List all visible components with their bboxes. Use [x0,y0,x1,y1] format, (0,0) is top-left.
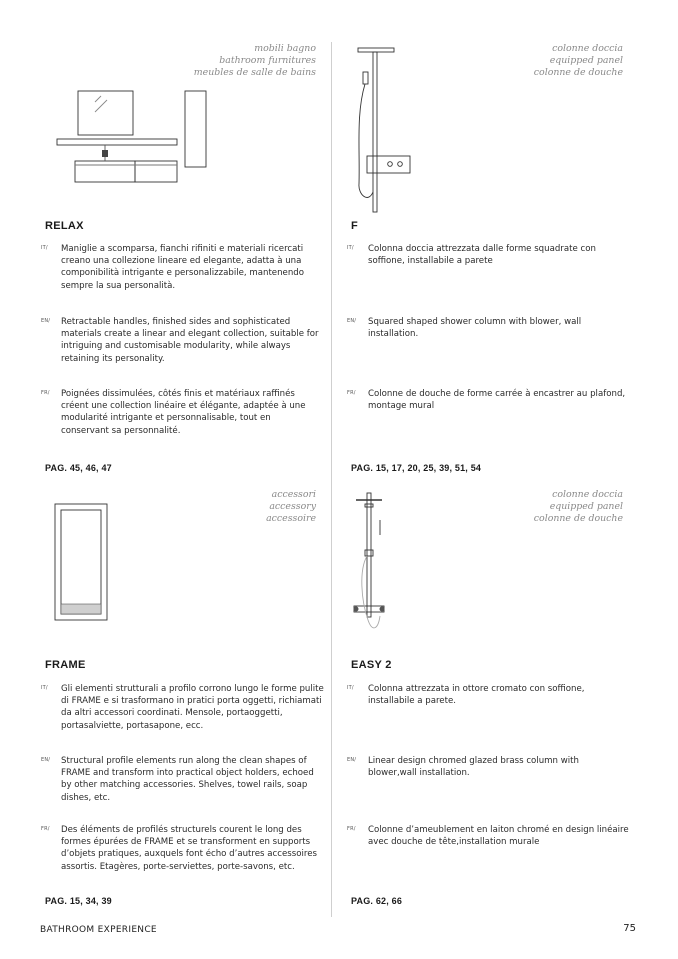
category-it: mobili bagno [254,43,316,54]
f-it-label: IT/ [347,245,354,251]
easy2-it-text: Colonna attrezzata in ottore cromato con soffione, installabile a parete. [368,684,585,707]
column-pipe [373,52,377,212]
drawer-left [75,161,135,182]
frame-en-text: Structural profile elements run along the clean shapes of FRAME and transform into practical object holders, echoed by other matching accessories. Shelves, towel rails, soap dishes, etc. [61,756,314,803]
frame-outer [55,504,107,620]
column-divider [331,42,332,917]
tall-cabinet [185,91,206,167]
mixer-knob [354,607,359,612]
frame-category [266,489,316,525]
f-en-text: Squared shaped shower column with blower, wall installation. [368,317,582,340]
category-en: equipped panel [549,501,623,512]
frame-shelf [61,604,101,614]
valve-knob [388,162,393,167]
category-en: bathroom furnitures [219,55,316,66]
f-fr-text: Colonne de douche de forme carrée à encastrer au plafond, montage mural [368,389,626,412]
category-fr: colonne de douche [533,67,623,78]
frame-it-text: Gli elementi strutturali a profilo corrono lungo le forme pulite di FRAME e si trasformano in pratici porta oggetti, richiamati da altri accessori coordinati. Mensole, portaoggetti, portasalviette, portasapone, ecc. [61,684,324,731]
f-it-text: Colonna doccia attrezzata dalle forme squadrate con soffione, installabile a parete [368,244,596,267]
easy2-it-label: IT/ [347,685,354,691]
relax-it-label: IT/ [41,245,48,251]
category-fr: colonne de douche [533,513,623,524]
f-category [534,43,623,79]
easy2-shower-column-drawing [350,490,400,640]
relax-furniture-drawing [55,88,215,188]
easy2-fr-text: Colonne d’ameublement en laiton chromé en design linéaire avec douche de tête,installation murale [368,825,629,848]
footer-section-title: BATHROOM EXPERIENCE [40,925,157,935]
easy2-category [534,489,623,525]
frame-pages: PAG. 15, 34, 39 [45,896,112,906]
frame-title: FRAME [45,659,86,671]
f-en-label: EN/ [347,318,357,324]
relax-fr-label: FR/ [41,390,50,396]
column-pipe [367,493,371,617]
category-en: accessory [269,501,316,512]
mixer-knob [380,607,385,612]
relax-en-label: EN/ [41,318,51,324]
relax-title: RELAX [45,220,84,232]
f-fr-label: FR/ [347,390,356,396]
frame-fr-text: Des éléments de profilés structurels courent le long des formes épurées de FRAME et se transforment en supports d’objets pratiques, auxquels font écho d’autres accessoires assortis. Etagères, porte-serviettes, porte-savons, etc. [61,825,317,872]
easy2-fr-label: FR/ [347,826,356,832]
category-it: colonne doccia [552,43,623,54]
drawer-right [135,161,177,182]
category-en: equipped panel [549,55,623,66]
relax-category [194,43,316,79]
easy2-title: EASY 2 [351,659,392,671]
f-pages: PAG. 15, 17, 20, 25, 39, 51, 54 [351,463,482,473]
frame-accessory-drawing [54,503,110,623]
shower-hose [359,84,373,197]
frame-en-label: EN/ [41,757,51,763]
f-shower-column-drawing [350,44,420,214]
frame-fr-label: FR/ [41,826,50,832]
washbasin-top [57,139,177,145]
mirror-shape [78,91,133,135]
hand-shower [363,72,368,84]
control-panel [367,156,410,173]
frame-inner [61,510,101,614]
easy2-en-label: EN/ [347,757,357,763]
faucet-shape [102,150,108,157]
easy2-en-text: Linear design chromed glazed brass column with blower,wall installation. [368,756,579,779]
relax-en-text: Retractable handles, finished sides and sophisticated materials create a linear and elegant collection, suitable for intriguing and customisable modularity, while always retaining its personality. [61,317,319,364]
mirror-reflection [95,96,101,102]
easy2-pages: PAG. 62, 66 [351,896,403,906]
category-fr: accessoire [266,513,316,524]
relax-it-text: Maniglie a scomparsa, fianchi rifiniti e materiali ricercati creano una collezione lineare ed elegante, adatta à una componibilità intrigante e personalizzabile, mantenendo sempre la sua personalità. [61,244,304,291]
page-number: 75 [623,923,636,934]
relax-fr-text: Poignées dissimulées, côtés finis et matériaux raffinés créent une collection linéaire et élégante, adaptée à une modularité intrigante et personnalisable, tout en conservant sa personnalité. [61,389,306,436]
category-it: colonne doccia [552,489,623,500]
relax-pages: PAG. 45, 46, 47 [45,463,112,473]
category-fr: meubles de salle de bains [193,67,316,78]
hand-shower-holder [365,550,373,556]
valve-knob [398,162,403,167]
overhead-shower [358,48,394,52]
f-title: F [351,220,359,232]
column-joint [365,504,373,507]
category-it: accessori [271,489,316,500]
frame-it-label: IT/ [41,685,48,691]
